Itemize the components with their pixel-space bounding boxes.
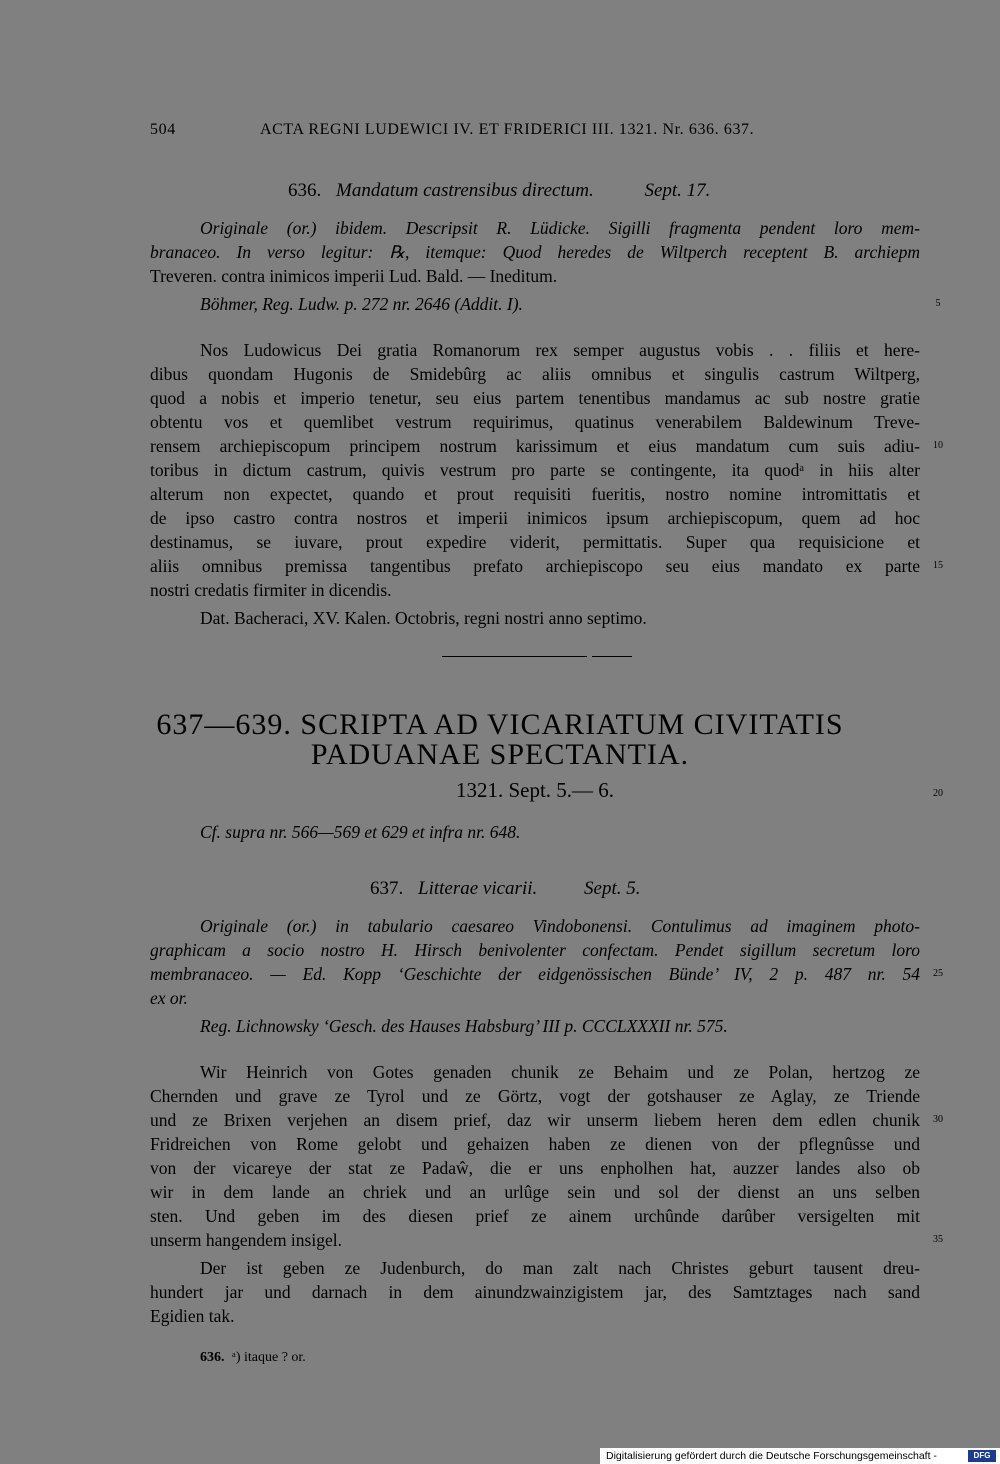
section-heading-line: PADUANAE SPECTANTIA.: [310, 738, 690, 771]
doc637-text-line: Fridreichen von Rome gelobt und gehaizen haben ze dienen von der pflegnûsse und: [150, 1134, 920, 1154]
doc636-source-line: Treveren. contra inimicos imperii Lud. Bald. — Ineditum.: [150, 266, 558, 286]
doc636-text-line: nostri credatis firmiter in dicendis.: [150, 580, 392, 600]
doc636-title: [288, 180, 710, 202]
doc636-text-line: rensem archiepiscopum principem nostrum karissimum et eius mandatum cum suis adiu-: [150, 436, 920, 456]
doc636-dat-line: Dat. Bacheraci, XV. Kalen. Octobris, regni nostri anno septimo.: [200, 608, 647, 628]
doc637-title: [370, 878, 640, 900]
line-number: 30: [933, 1114, 943, 1125]
doc636-text-line: aliis omnibus premissa tangentibus prefato archiepiscopo seu eius mandato ex parte: [150, 556, 920, 576]
doc636-text-line: toribus in dictum castrum, quivis vestrum pro parte se contingente, ita quodᵃ in hiis alter: [150, 460, 920, 480]
doc637-closing-line: hundert jar und darnach in dem ainundzwainzigistem jar, des Samtztages nach sand: [150, 1282, 920, 1302]
doc636-text-line: alterum non expectet, quando et prout requisiti fueritis, nostro nomine intromittatis et: [150, 484, 920, 504]
footnote: [200, 1350, 306, 1366]
doc637-source-line: membranaceo. — Ed. Kopp ‘Geschichte der eidgenössischen Bünde’ IV, 2 p. 487 nr. 54: [150, 964, 920, 984]
section-heading-line: 637—639. SCRIPTA AD VICARIATUM CIVITATIS: [156, 708, 844, 741]
doc637-title-text: Litterae vicarii.: [418, 878, 538, 899]
doc636-text-line: obtentu vos et quemlibet vestrum requirimus, quatinus venerabilem Baldewinum Treve-: [150, 412, 920, 432]
page-number: 504: [150, 121, 176, 138]
doc637-closing-line: Der ist geben ze Judenburch, do man zalt nach Christes geburt tausent dreu-: [200, 1258, 920, 1278]
doc636-reference: Böhmer, Reg. Ludw. p. 272 nr. 2646 (Addit. I).: [200, 294, 523, 314]
line-number: 15: [933, 560, 943, 571]
doc636-number: 636.: [288, 180, 322, 201]
doc637-text-line: sten. Und geben im des diesen prief ze ainem urchûnde darûber versigelten mit: [150, 1206, 920, 1226]
doc637-source-line: Originale (or.) in tabulario caesareo Vindobonensi. Contulimus ad imaginem photo-: [200, 916, 920, 936]
doc636-source-line: branaceo. In verso legitur: ℞, itemque: Quod heredes de Wiltperch receptent B. archiepm: [150, 242, 920, 262]
section-date: 1321. Sept. 5.— 6.: [455, 778, 615, 802]
doc637-source-line: ex or.: [150, 988, 188, 1008]
dfg-logo[interactable]: DFG: [968, 1450, 996, 1462]
line-number: 25: [933, 968, 943, 979]
line-number: 5: [935, 298, 941, 309]
doc637-closing-line: Egidien tak.: [150, 1306, 235, 1326]
doc636-text-line: Nos Ludowicus Dei gratia Romanorum rex semper augustus vobis . . filiis et here-: [200, 340, 920, 360]
doc636-text-line: destinamus, se iuvare, prout expedire viderit, permittatis. Super qua requisicione et: [150, 532, 920, 552]
doc637-text-line: wir in dem lande an chriek und an urlûge sein und sol der dienst an uns selben: [150, 1182, 920, 1202]
footnote-text: ᵃ) itaque ? or.: [232, 1350, 306, 1365]
doc637-number: 637.: [370, 878, 404, 899]
doc637-source-line: graphicam a socio nostro H. Hirsch benivolenter confectam. Pendet sigillum secretum loro: [150, 940, 920, 960]
doc637-reference: Reg. Lichnowsky ‘Gesch. des Hauses Habsburg’ III p. CCCLXXXII nr. 575.: [200, 1016, 728, 1036]
digitization-footer: [600, 1448, 1000, 1464]
line-number: 20: [933, 788, 943, 799]
doc637-text-line: und ze Brixen verjehen an disem prief, daz wir unserm liebem heren dem edlen chunik: [150, 1110, 920, 1130]
footnote-number: 636.: [200, 1350, 225, 1365]
doc636-text-line: dibus quondam Hugonis de Smidebûrg ac aliis omnibus et singulis castrum Wiltperg,: [150, 364, 920, 384]
doc636-title-text: Mandatum castrensibus directum.: [336, 180, 594, 201]
doc637-title-date: Sept. 5.: [584, 878, 641, 899]
line-number: 35: [933, 1234, 943, 1245]
digitization-credit: Digitalisierung gefördert durch die Deutsche Forschungsgemeinschaft -: [606, 1450, 937, 1462]
doc636-text-line: quod a nobis et imperio tenetur, seu eius partem tenentibus mandamus ac sub nostre gratie: [150, 388, 920, 408]
doc637-text-line: Chernden und grave ze Tyrol und ze Görtz, vogt der gotshauser ze Aglay, ze Triende: [150, 1086, 920, 1106]
line-number: 10: [933, 440, 943, 451]
doc636-text-line: de ipso castro contra nostros et imperii inimicos ipsum archiepiscopum, quem ad hoc: [150, 508, 920, 528]
doc636-source-line: Originale (or.) ibidem. Descripsit R. Lüdicke. Sigilli fragmenta pendent loro mem-: [200, 218, 920, 238]
running-title: ACTA REGNI LUDEWICI IV. ET FRIDERICI III. 1321. Nr. 636. 637.: [260, 121, 755, 138]
doc637-text-line: Wir Heinrich von Gotes genaden chunik ze Behaim und ze Polan, hertzog ze: [200, 1062, 920, 1082]
section-divider: [442, 656, 587, 657]
doc637-text-line: unserm hangendem insigel.: [150, 1230, 342, 1250]
section-crossref: Cf. supra nr. 566—569 et 629 et infra nr. 648.: [200, 822, 521, 842]
doc637-text-line: von der vicareye der stat ze Padaŵ, die er uns enpholhen hat, auzzer landes also ob: [150, 1158, 920, 1178]
section-divider: [592, 656, 632, 657]
doc636-title-date: Sept. 17.: [644, 180, 711, 201]
